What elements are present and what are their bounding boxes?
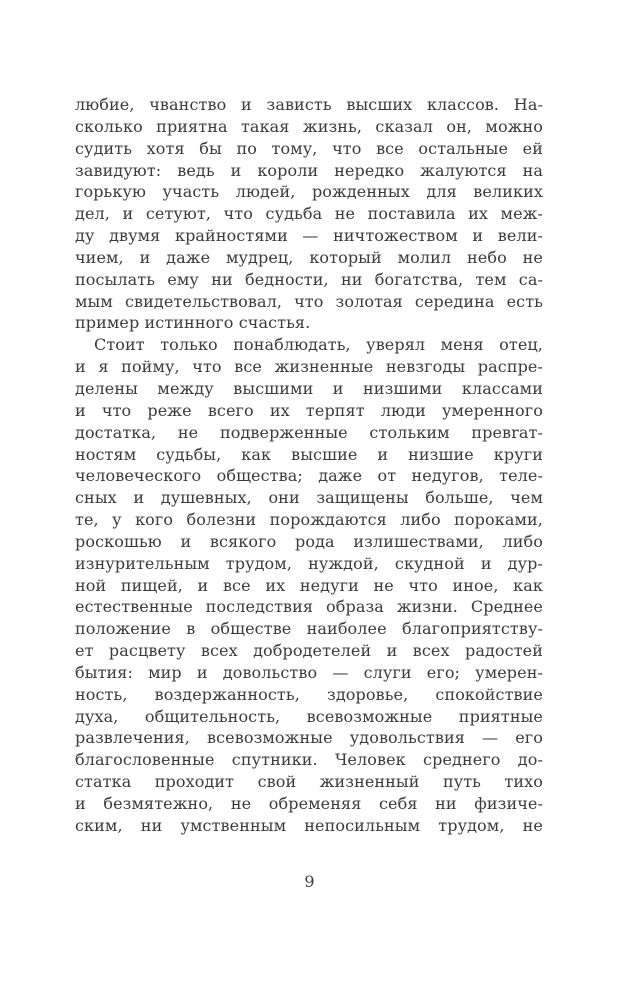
text-line: статка проходит свой жизненный путь тихо (75, 772, 543, 792)
text-line: чием, и даже мудрец, который молил небо не (75, 247, 543, 267)
text-line: изнурительным трудом, нуждой, скудной и дур- (75, 553, 543, 573)
text-line: благословенные спутники. Человек среднего до- (75, 750, 543, 770)
text-line: достатка, не подверженные стольким превrат- (75, 422, 543, 442)
text-line: человеческого общества; даже от недугов, теле- (75, 466, 543, 486)
text-line: те, у кого болезни порождаются либо пороками, (75, 510, 543, 530)
text-line: развлечения, всевозможные удовольствия — его (75, 728, 543, 748)
text-line: пример истинного счастья. (75, 313, 311, 333)
text-line: духа, общительность, всевозможные приятные (75, 706, 543, 726)
text-line: роскошью и всякого рода излишествами, либо (75, 531, 543, 551)
text-line: посылать ему ни бедности, ни богатства, тем са- (75, 269, 543, 289)
text-line: делены между высшими и низшими классами (75, 378, 543, 398)
text-line: ским, ни умственным непосильным трудом, не (75, 815, 543, 835)
text-line: горькую участь людей, рожденных для великих (75, 182, 543, 202)
text-line: и я пойму, что все жизненные невзгоды распре- (75, 357, 543, 377)
text-line: Стоит только понаблюдать, уверял меня отец, (94, 335, 543, 355)
text-line: и безмятежно, не обременяя себя ни физиче- (75, 794, 543, 813)
text-line: дел, и сетуют, что судьба не поставила их меж- (75, 204, 543, 224)
text-line: и что реже всего их терпят люди умеренного (75, 400, 543, 420)
text-line: любие, чванство и зависть высших классов. На- (75, 95, 543, 114)
text-line: ностям судьбы, как высшие и низшие круги (75, 444, 543, 464)
text-line: сколько приятна такая жизнь, сказал он, можно (75, 116, 543, 136)
text-line: ду двумя крайностями — ничтожеством и вели- (75, 226, 543, 246)
text-line: мым свидетельствовал, что золотая середина есть (75, 291, 543, 311)
text-line: ность, воздержанность, здоровье, спокойствие (75, 684, 543, 704)
page-number: 9 (304, 872, 315, 891)
text-line: завидуют: ведь и короли нередко жалуются на (75, 160, 543, 180)
text-line: сных и душевных, они защищены больше, чем (75, 488, 543, 508)
text-line: естественные последствия образа жизни. Среднее (75, 597, 543, 617)
page-body (75, 94, 543, 837)
text-line: бытия: мир и довольство — слуги его; умерен- (75, 662, 543, 682)
text-line: судить хотя бы по тому, что все остальные ей (75, 138, 543, 158)
text-line: ной пищей, и все их недуги не что иное, как (75, 575, 543, 595)
text-line: ет расцвету всех добродетелей и всех радостей (75, 641, 543, 661)
text-line: положение в обществе наиболее благоприятству- (75, 619, 543, 639)
